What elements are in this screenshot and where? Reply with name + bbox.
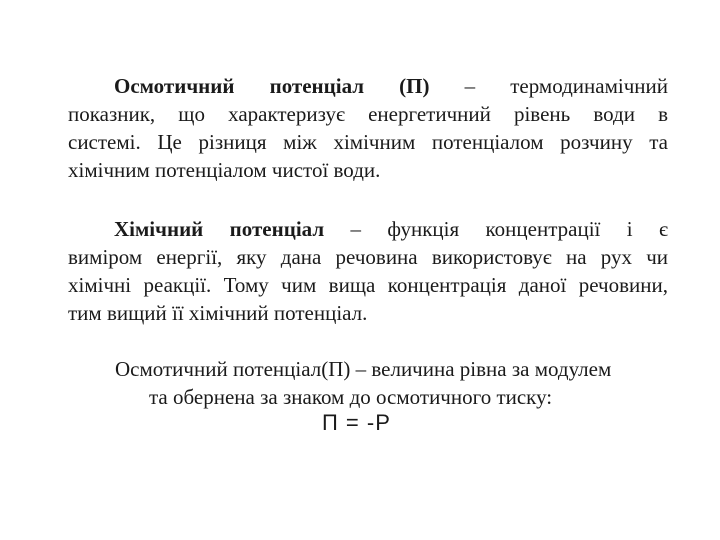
paragraph-line: хімічні реакції. Тому чим вища концентрація даної речовини,: [68, 273, 668, 297]
paragraph-line: хімічним потенціалом чистої води.: [68, 158, 381, 182]
paragraph-line: Осмотичний потенціал(П) – величина рівна за модулем: [115, 357, 612, 381]
term-osmotic-potential: Осмотичний потенціал (П): [114, 74, 430, 98]
paragraph-chemical-potential-definition: [68, 215, 668, 327]
paragraph-line: [68, 215, 668, 243]
paragraph-line: тим вищий її хімічний потенціал.: [68, 301, 368, 325]
paragraph-line: та обернена за знаком до осмотичного тиску:: [149, 385, 553, 409]
paragraph-line: виміром енергії, яку дана речовина використовує на рух чи: [68, 245, 668, 269]
paragraph-line: системі. Це різниця між хімічним потенціалом розчину та: [68, 130, 668, 154]
paragraph-line: [68, 72, 668, 100]
paragraph-line: показник, що характеризує енергетичний рівень води в: [68, 102, 668, 126]
paragraph-osmotic-pressure-relation: [115, 355, 675, 411]
paragraph-osmotic-potential-definition: [68, 72, 668, 184]
formula: П = -Р: [322, 410, 391, 435]
paragraph-text: – функція концентрації і є: [324, 217, 668, 241]
paragraph-text: – термодинамічний: [429, 74, 668, 98]
term-chemical-potential: Хімічний потенціал: [114, 217, 325, 241]
